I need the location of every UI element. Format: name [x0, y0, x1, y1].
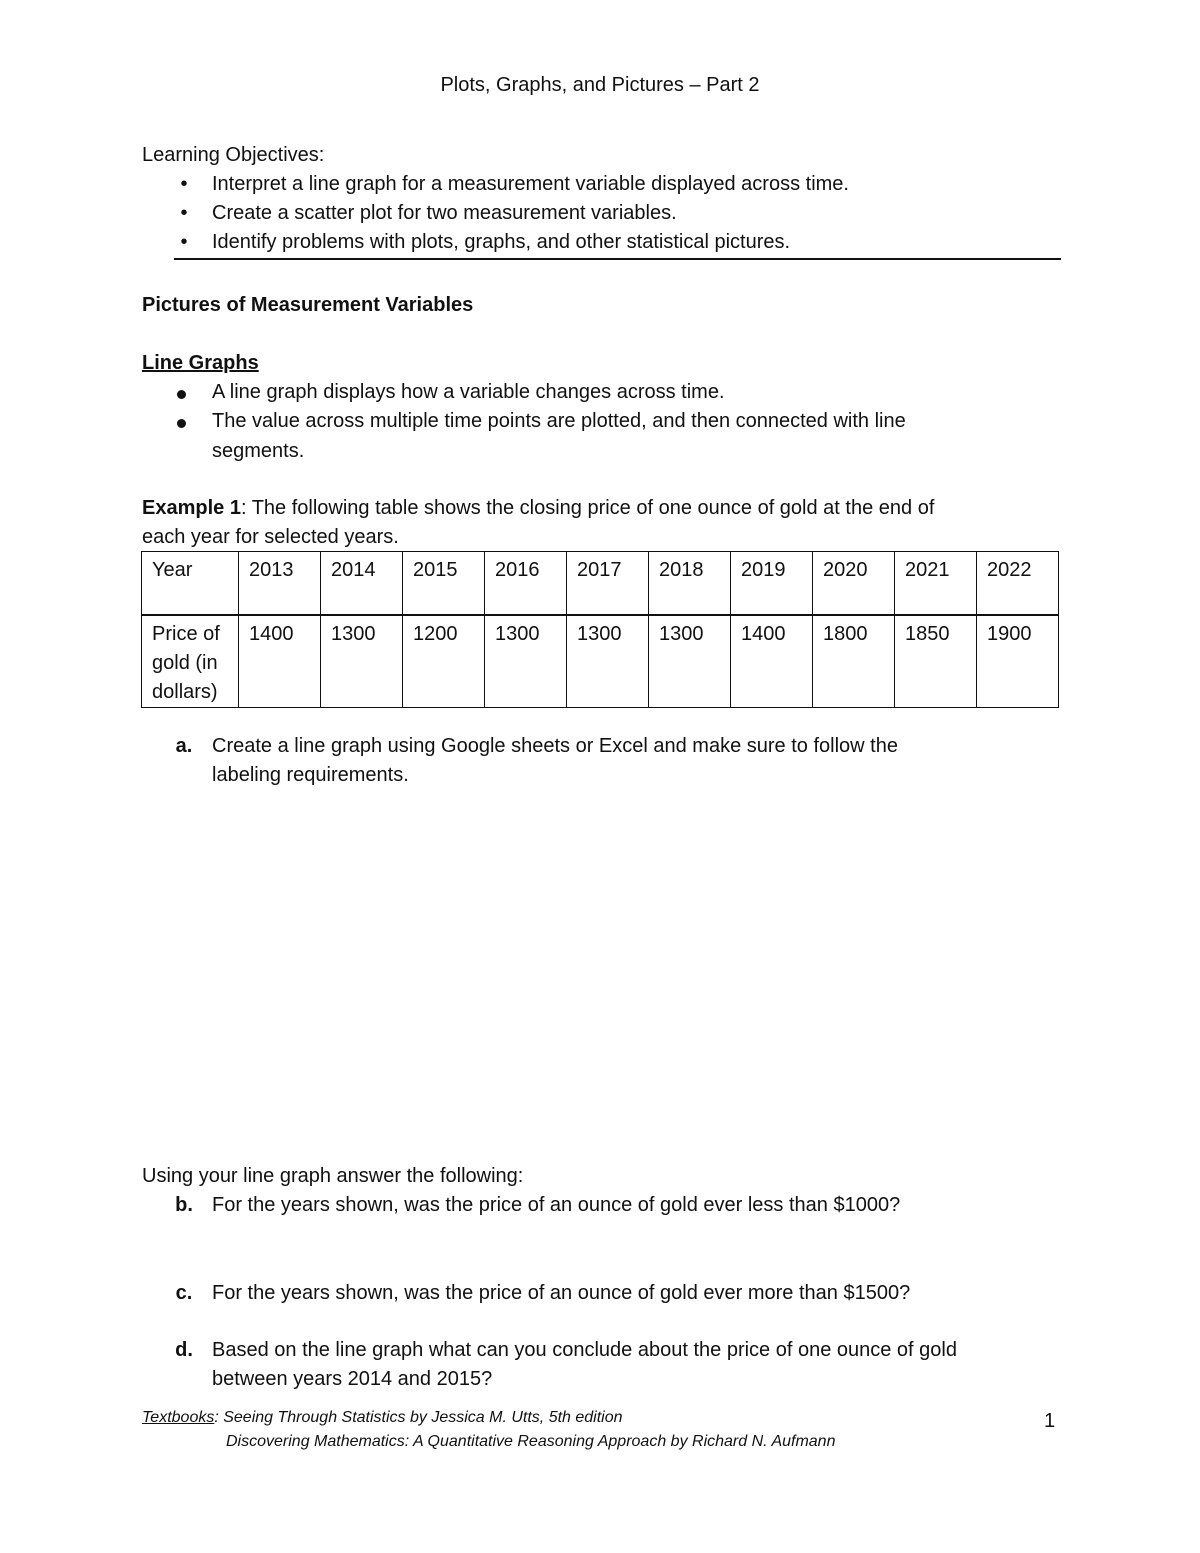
section-heading: Pictures of Measurement Variables	[142, 294, 474, 316]
book-one: : Seeing Through Statistics by Jessica M. Utts, 5th edition	[214, 1409, 623, 1426]
price-cell: 1400	[731, 615, 813, 708]
price-cell: 1900	[977, 615, 1059, 708]
table-row-label	[142, 615, 239, 708]
year-cell: 2018	[649, 552, 731, 616]
table-row	[142, 615, 1059, 708]
price-cell: 1200	[403, 615, 485, 708]
gold-price-table	[141, 551, 1059, 708]
year-cell: 2020	[813, 552, 895, 616]
page-title: Plots, Graphs, and Pictures – Part 2	[440, 74, 760, 96]
questions-intro: Using your line graph answer the following:	[142, 1165, 524, 1187]
footer-textbooks	[142, 1409, 623, 1427]
textbooks-label: Textbooks	[142, 1409, 215, 1426]
divider	[174, 258, 1061, 260]
year-cell: 2013	[239, 552, 321, 616]
table-row	[142, 552, 1059, 616]
price-cell: 1800	[813, 615, 895, 708]
year-cell: 2019	[731, 552, 813, 616]
label-line: dollars)	[152, 681, 218, 703]
question-letter: a.	[175, 735, 193, 757]
year-cell: 2017	[567, 552, 649, 616]
table-row-label: Year	[142, 552, 239, 616]
objectives-heading: Learning Objectives:	[142, 144, 325, 166]
bullet-icon: •	[180, 231, 188, 253]
question-text: For the years shown, was the price of an ounce of gold ever less than $1000?	[212, 1194, 901, 1216]
price-cell: 1300	[321, 615, 403, 708]
question-text: labeling requirements.	[212, 764, 409, 786]
price-cell: 1300	[567, 615, 649, 708]
price-cell: 1850	[895, 615, 977, 708]
year-cell: 2022	[977, 552, 1059, 616]
example-text: : The following table shows the closing price of one ounce of gold at the end of	[240, 497, 935, 519]
question-text: For the years shown, was the price of an ounce of gold ever more than $1500?	[212, 1282, 911, 1304]
question-text: Create a line graph using Google sheets or Excel and make sure to follow the	[212, 735, 898, 757]
objective-text: Interpret a line graph for a measurement variable displayed across time.	[212, 173, 849, 195]
bullet-icon: •	[180, 202, 188, 224]
question-letter: c.	[175, 1282, 193, 1304]
book-two: Discovering Mathematics: A Quantitative Reasoning Approach by Richard N. Aufmann	[226, 1433, 836, 1450]
line-graph-text: segments.	[212, 440, 305, 462]
line-graph-text: A line graph displays how a variable changes across time.	[212, 381, 725, 403]
year-cell: 2021	[895, 552, 977, 616]
line-graph-text: The value across multiple time points are plotted, and then connected with line	[212, 410, 906, 432]
price-cell: 1300	[485, 615, 567, 708]
question-letter: d.	[175, 1339, 193, 1361]
year-cell: 2014	[321, 552, 403, 616]
bullet-icon: •	[180, 173, 188, 195]
objective-text: Create a scatter plot for two measurement variables.	[212, 202, 677, 224]
price-cell: 1300	[649, 615, 731, 708]
label-line: Price of	[152, 623, 220, 645]
question-text: Based on the line graph what can you conclude about the price of one ounce of gold	[212, 1339, 957, 1361]
year-cell: 2016	[485, 552, 567, 616]
page-number: 1	[1044, 1410, 1056, 1432]
year-cell: 2015	[403, 552, 485, 616]
example-label: Example 1	[142, 497, 241, 519]
objective-text: Identify problems with plots, graphs, and other statistical pictures.	[212, 231, 791, 253]
example-intro	[142, 497, 934, 520]
line-graphs-heading: Line Graphs	[142, 352, 259, 374]
question-letter: b.	[175, 1194, 193, 1216]
question-text: between years 2014 and 2015?	[212, 1368, 493, 1390]
price-cell: 1400	[239, 615, 321, 708]
example-intro-line2: each year for selected years.	[142, 526, 399, 548]
label-line: gold (in	[152, 652, 218, 674]
